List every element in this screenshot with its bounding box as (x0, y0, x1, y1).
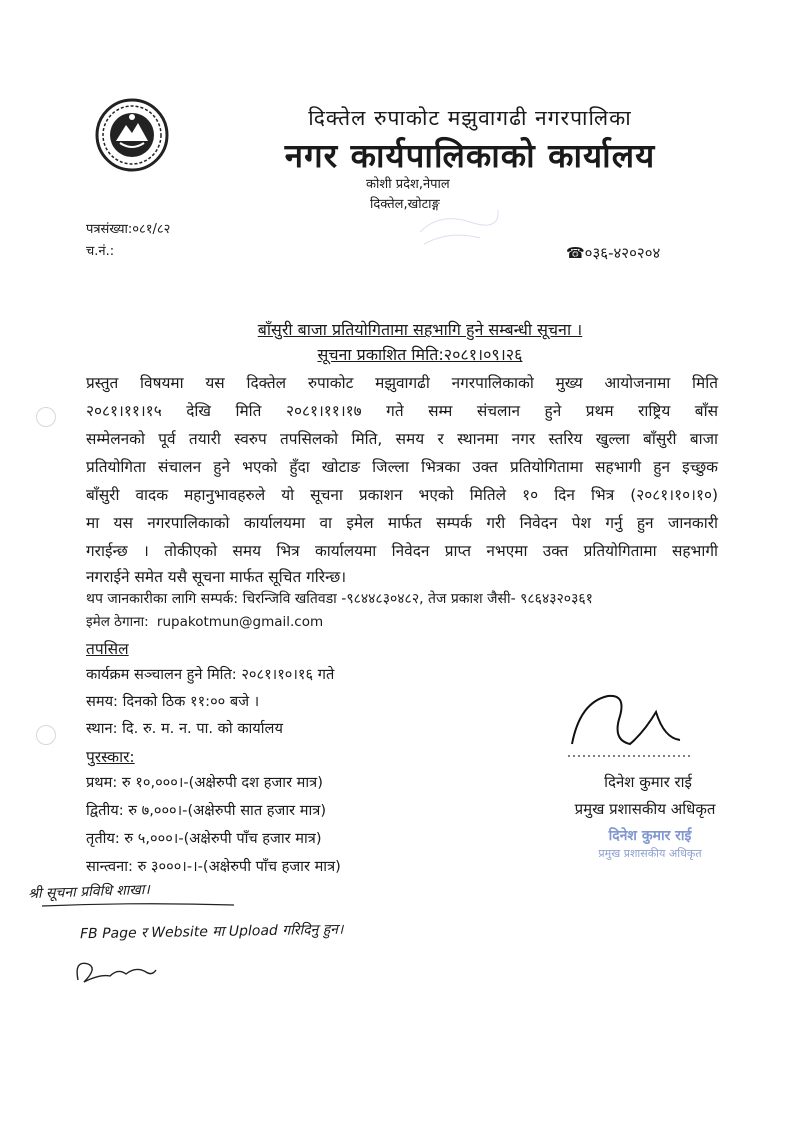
prize-item: द्वितीय: रु ७,०००।-(अक्षेरुपी सात हजार मात्र) (86, 802, 327, 819)
body-line: नगराईने समेत यसै सूचना मार्फत सूचित गरिन्छ। (86, 568, 347, 586)
tapasil-heading: तपसिल (86, 640, 129, 658)
prize-item: तृतीय: रु ५,०००।-(अक्षेरुपी पाँच हजार मात्र) (86, 830, 322, 847)
prize-item: सान्त्वना: रु ३०००।-।-(अक्षेरुपी पाँच हजार मात्र) (86, 858, 341, 875)
program-place: स्थान: दि. रु. म. न. पा. को कार्यालय (86, 720, 283, 737)
office-name: नगर कार्यपालिकाको कार्यालय (284, 136, 656, 175)
contact-line: थप जानकारीका लागि सम्पर्क: चिरन्जिवि खतिवडा -९८४४८३०४८२, तेज प्रकाश जैसी- ९८६४३२०३६१ (86, 591, 593, 607)
program-time: समय: दिनको ठिक ११:०० बजे । (86, 693, 260, 710)
punch-hole-mark (36, 725, 56, 745)
body-line: प्रतियोगिता संचालन हुने भएको हुँदा खोटाङ जिल्ला भित्रका उक्त प्रतियोगितामा सहभागी हुन इच्छुक (86, 458, 718, 476)
body-line: सम्मेलनको पूर्व तयारी स्वरुप तपसिलको मिति, समय र स्थानमा नगर स्तरिय खुल्ला बाँसुरी बाजा (86, 430, 718, 448)
body-line: बाँसुरी वादक महानुभावहरुले यो सूचना प्रकाशन भएको मितिले १० दिन भित्र (२०८१।१०।१०) (86, 486, 718, 504)
punch-hole-mark (36, 407, 56, 427)
body-line: २०८१।११।१५ देखि मिति २०८१।११।१७ गते सम्म संचलान हुने प्रथम राष्ट्रिय बाँस (86, 402, 718, 420)
handwritten-initials (70, 950, 160, 992)
dispatch-number: च.नं.: (86, 244, 115, 259)
email-row (86, 612, 323, 630)
signatory-designation: प्रमुख प्रशासकीय अधिकृत (574, 800, 716, 818)
handwritten-underline (40, 900, 236, 910)
body-line: प्रस्तुत विषयमा यस दिक्तेल रुपाकोट मझुवागढी नगरपालिकाको मुख्य आयोजनामा मिति (86, 374, 718, 392)
body-line: मा यस नगरपालिकाको कार्यालयमा वा इमेल मार्फत सम्पर्क गरी निवेदन पेश गर्नु हुन जानकारी (86, 514, 718, 532)
address-province: कोशी प्रदेश,नेपाल (366, 177, 450, 192)
signature-mark (560, 682, 700, 762)
stamp-designation: प्रमुख प्रशासकीय अधिकृत (598, 847, 702, 860)
handwritten-note: श्री सूचना प्रविधि शाखा। (27, 881, 151, 903)
address-district: दिक्तेल,खोटाङ्ग (370, 197, 440, 212)
prize-heading: पुरस्कार: (86, 748, 135, 766)
email-label: इमेल ठेगाना: (86, 614, 149, 630)
program-date: कार्यक्रम सञ्चालन हुने मिति: २०८१।१०।१६ गते (86, 666, 335, 683)
phone-number: ☎०३६-४२०२०४ (566, 244, 661, 262)
signatory-name: दिनेश कुमार राई (604, 773, 692, 791)
faint-stamp-mark (410, 192, 500, 252)
email-address: rupakotmun@gmail.com (156, 614, 324, 630)
handwritten-instruction: FB Page र Website मा Upload गरिदिनु हुन। (79, 921, 344, 943)
municipality-name: दिक्तेल रुपाकोट मझुवागढी नगरपालिका (308, 106, 632, 130)
reference-number: पत्रसंख्या:०८१/८२ (86, 222, 171, 237)
prize-item: प्रथम: रु १०,०००।-(अक्षेरुपी दश हजार मात्र) (86, 774, 323, 791)
notice-subject: बाँसुरी बाजा प्रतियोगितामा सहभागि हुने सम्बन्धी सूचना । (257, 320, 583, 339)
body-line: गराईन्छ । तोकीएको समय भित्र कार्यालयमा निवेदन प्राप्त नभएमा उक्त प्रतियोगितामा सहभागी (86, 542, 718, 560)
stamp-name: दिनेश कुमार राई (608, 828, 692, 844)
notice-published-date: सूचना प्रकाशित मिति:२०८१।०९।२६ (317, 345, 523, 364)
municipality-emblem-icon (94, 97, 170, 173)
